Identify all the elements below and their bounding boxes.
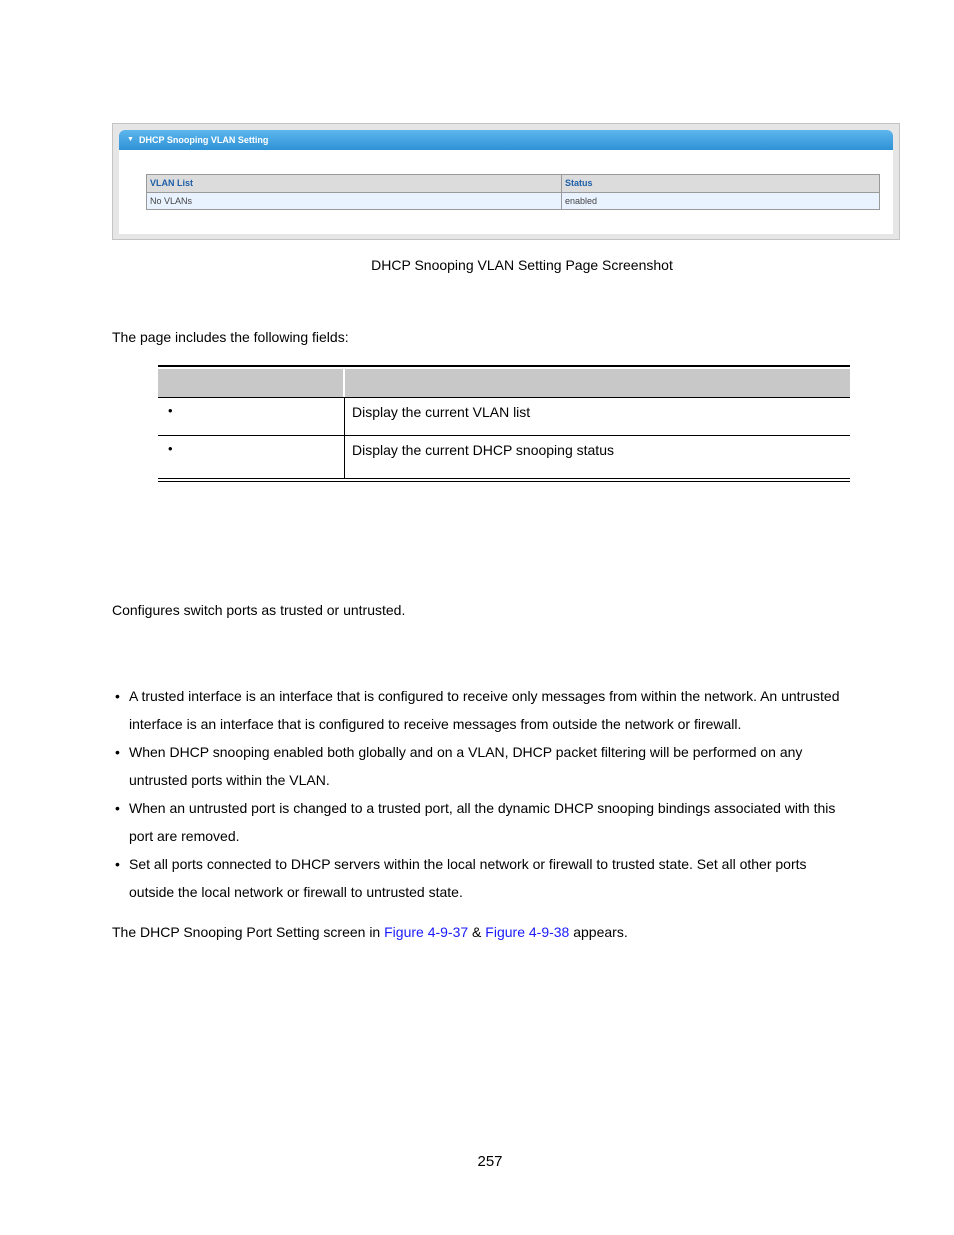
fields-table-header xyxy=(158,369,850,397)
closing-text: The DHCP Snooping Port Setting screen in Figure 4-9-37 & Figure 4-9-38 appears. xyxy=(112,924,628,940)
vlan-list-value: No VLANs xyxy=(150,196,193,206)
section-description: Configures switch ports as trusted or untrusted. xyxy=(112,602,406,618)
notes-list xyxy=(112,682,852,906)
list-item: • A trusted interface is an interface that is configured to receive only messages from within the network. An untrusted interface is an interface that is configured to receive messages from outside the network or firewall. xyxy=(115,688,840,732)
vlan-setting-screenshot xyxy=(112,123,900,240)
col-vlan-list: VLAN List xyxy=(150,178,194,188)
bullet-icon: • xyxy=(168,403,173,418)
list-item: • Set all ports connected to DHCP servers within the local network or firewall to trusted state. Set all other ports outside the local network or firewall to untrusted state. xyxy=(115,856,807,900)
page-number: 257 xyxy=(477,1153,503,1170)
vlan-table-header xyxy=(147,175,879,193)
vlan-table xyxy=(146,174,880,210)
panel-title: DHCP Snooping VLAN Setting xyxy=(139,135,269,145)
figure-link-37[interactable]: Figure 4-9-37 xyxy=(384,924,469,940)
status-value: enabled xyxy=(565,196,598,206)
table-row xyxy=(147,193,879,209)
intro-text: The page includes the following fields: xyxy=(112,329,349,345)
panel-header xyxy=(119,130,893,150)
field-description: Display the current VLAN list xyxy=(352,404,531,420)
figure-link-38[interactable]: Figure 4-9-38 xyxy=(485,924,570,940)
fields-table xyxy=(158,365,850,483)
field-description: Display the current DHCP snooping status xyxy=(352,442,614,458)
figure-caption: DHCP Snooping VLAN Setting Page Screenshot xyxy=(371,257,673,273)
bullet-icon: • xyxy=(168,441,173,456)
screenshot-panel xyxy=(119,130,893,234)
list-item: • When an untrusted port is changed to a trusted port, all the dynamic DHCP snooping bindings associated with this port are removed. xyxy=(115,800,836,844)
collapse-triangle-icon: ▼ xyxy=(127,136,134,143)
list-item: • When DHCP snooping enabled both globally and on a VLAN, DHCP packet filtering will be performed on any untrusted ports within the VLAN. xyxy=(115,744,803,788)
col-status: Status xyxy=(565,178,593,188)
